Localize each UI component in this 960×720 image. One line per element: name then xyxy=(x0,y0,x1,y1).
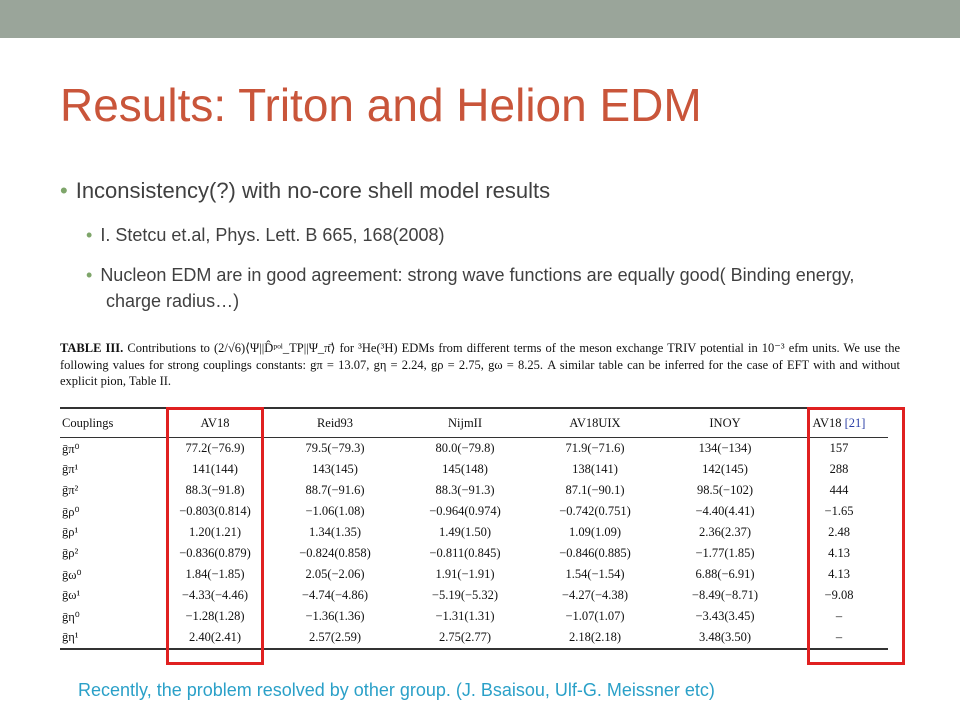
table-cell: ḡρ¹ xyxy=(62,525,79,539)
reference-link[interactable]: [21] xyxy=(844,415,866,430)
table-cell: 145(148) xyxy=(442,462,488,476)
table-cell: −1.31(1.31) xyxy=(435,609,495,623)
bullet-sub-1-text: I. Stetcu et.al, Phys. Lett. B 665, 168(2008) xyxy=(100,225,445,245)
table-cell: – xyxy=(790,627,888,649)
table-cell: −0.742(0.751) xyxy=(559,504,631,518)
table-cell: ḡη⁰ xyxy=(62,609,80,624)
table-cell: −9.08 xyxy=(824,588,854,602)
col-header-nijmii: NijmII xyxy=(400,408,530,438)
table-caption-text: Contributions to (2/√6)⟨Ψ||D̂ᵖᵒˡ_TP||Ψ_π̄⟩ for ³He(³H) EDMs from different terms of the meson exchange TRIV potential in 10⁻³ efm units. We use the following values for strong couplings constants: gπ = 13.07, gη = 2.24, gρ = 2.75, gω = 8.25. A similar table can be inferred for the case of EFT with and without explicit pion, Table II. xyxy=(60,341,900,388)
table-cell: 2.36(2.37) xyxy=(698,525,752,539)
table-cell: 2.18(2.18) xyxy=(530,627,660,649)
table-cell: −0.846(0.885) xyxy=(559,546,631,560)
table-cell: 4.13 xyxy=(828,546,850,560)
table-cell: 1.09(1.09) xyxy=(568,525,622,539)
table-cell: −4.27(−4.38) xyxy=(561,588,629,602)
bullet-dot-icon: • xyxy=(86,265,93,285)
footer-note: Recently, the problem resolved by other group. (J. Bsaisou, Ulf-G. Meissner etc) xyxy=(78,680,715,700)
table-cell: 2.57(2.59) xyxy=(270,627,400,649)
col-header-reid93: Reid93 xyxy=(270,408,400,438)
table-cell: 4.13 xyxy=(828,567,850,581)
col-header-av18: AV18 xyxy=(160,408,270,438)
table-cell: −4.40(4.41) xyxy=(695,504,755,518)
table-cell: −3.43(3.45) xyxy=(695,609,755,623)
table-cell: 134(−134) xyxy=(698,441,752,455)
table-cell: −4.74(−4.86) xyxy=(301,588,369,602)
table-cell: −0.824(0.858) xyxy=(299,546,371,560)
table-cell: ḡω⁰ xyxy=(62,567,82,582)
table-cell: ḡπ² xyxy=(62,483,79,497)
table-cell: 88.3(−91.3) xyxy=(435,483,495,497)
table-cell: −8.49(−8.71) xyxy=(691,588,759,602)
highlight-box-av18 xyxy=(166,407,264,665)
table-cell: 157 xyxy=(829,441,849,455)
table-cell: −1.77(1.85) xyxy=(695,546,755,560)
col-header-inoy: INOY xyxy=(660,408,790,438)
table-cell: 2.40(2.41) xyxy=(160,627,270,649)
table-cell: −5.19(−5.32) xyxy=(431,588,499,602)
top-bar xyxy=(0,0,960,38)
table-cell: 2.75(2.77) xyxy=(400,627,530,649)
table-cell: 143(145) xyxy=(312,462,358,476)
table-cell: 141(144) xyxy=(192,462,238,476)
table-cell: −1.65 xyxy=(824,504,854,518)
table-cell: 2.48 xyxy=(828,525,850,539)
table-cell: 1.49(1.50) xyxy=(438,525,492,539)
table-cell: 142(145) xyxy=(702,462,748,476)
table-cell: 288 xyxy=(829,462,849,476)
table-caption xyxy=(60,340,900,390)
table-cell: −4.33(−4.46) xyxy=(181,588,249,602)
table-cell: 444 xyxy=(829,483,849,497)
bullet-dot-icon: • xyxy=(86,225,93,245)
highlight-box-av18-ref xyxy=(807,407,905,665)
table-cell: 6.88(−6.91) xyxy=(695,567,755,581)
table-cell: ḡπ⁰ xyxy=(62,441,80,456)
table-cell: 79.5(−79.3) xyxy=(305,441,365,455)
col-header-av18uix: AV18UIX xyxy=(530,408,660,438)
table-caption-label: TABLE III. xyxy=(60,341,124,355)
col-header-av18-ref: AV18 [21] xyxy=(790,408,888,438)
table-cell: 3.48(3.50) xyxy=(660,627,790,649)
table-cell: 2.05(−2.06) xyxy=(305,567,365,581)
table-cell: ḡρ⁰ xyxy=(62,504,80,519)
slide-title: Results: Triton and Helion EDM xyxy=(60,79,702,131)
table-cell: 98.5(−102) xyxy=(697,483,753,497)
bullet-main xyxy=(60,178,550,204)
table-cell: 77.2(−76.9) xyxy=(185,441,245,455)
table-cell: 87.1(−90.1) xyxy=(565,483,625,497)
table-cell: 1.20(1.21) xyxy=(188,525,242,539)
table-cell: −1.28(1.28) xyxy=(185,609,245,623)
table-cell: 138(141) xyxy=(572,462,618,476)
bullet-dot-icon: • xyxy=(60,178,68,203)
table-cell: −1.06(1.08) xyxy=(305,504,365,518)
table-cell: −0.803(0.814) xyxy=(179,504,251,518)
table-cell: −0.836(0.879) xyxy=(179,546,251,560)
bullet-sub-1 xyxy=(86,225,445,246)
table-cell: −1.36(1.36) xyxy=(305,609,365,623)
bullet-sub-2-text: Nucleon EDM are in good agreement: strong wave functions are equally good( Binding energy, charge radius…) xyxy=(100,265,855,311)
table-cell: 88.3(−91.8) xyxy=(185,483,245,497)
table-cell: ḡπ¹ xyxy=(62,462,79,476)
table-cell: ḡη¹ xyxy=(60,627,160,649)
table-cell: – xyxy=(835,609,843,623)
table-cell: −0.811(0.845) xyxy=(429,546,501,560)
table-cell: ḡω¹ xyxy=(62,588,81,602)
table-cell: 1.34(1.35) xyxy=(308,525,362,539)
col-header-couplings: Couplings xyxy=(60,408,160,438)
bullet-main-text: Inconsistency(?) with no-core shell model results xyxy=(75,178,551,203)
bullet-sub-2 xyxy=(86,262,906,314)
table-cell: 1.84(−1.85) xyxy=(185,567,245,581)
table-cell: 80.0(−79.8) xyxy=(435,441,495,455)
table-cell: −0.964(0.974) xyxy=(429,504,501,518)
table-cell: 71.9(−71.6) xyxy=(565,441,625,455)
table-cell: ḡρ² xyxy=(62,546,79,560)
table-cell: 1.54(−1.54) xyxy=(565,567,625,581)
table-cell: −1.07(1.07) xyxy=(565,609,625,623)
table-cell: 1.91(−1.91) xyxy=(435,567,495,581)
table-cell: 88.7(−91.6) xyxy=(305,483,365,497)
